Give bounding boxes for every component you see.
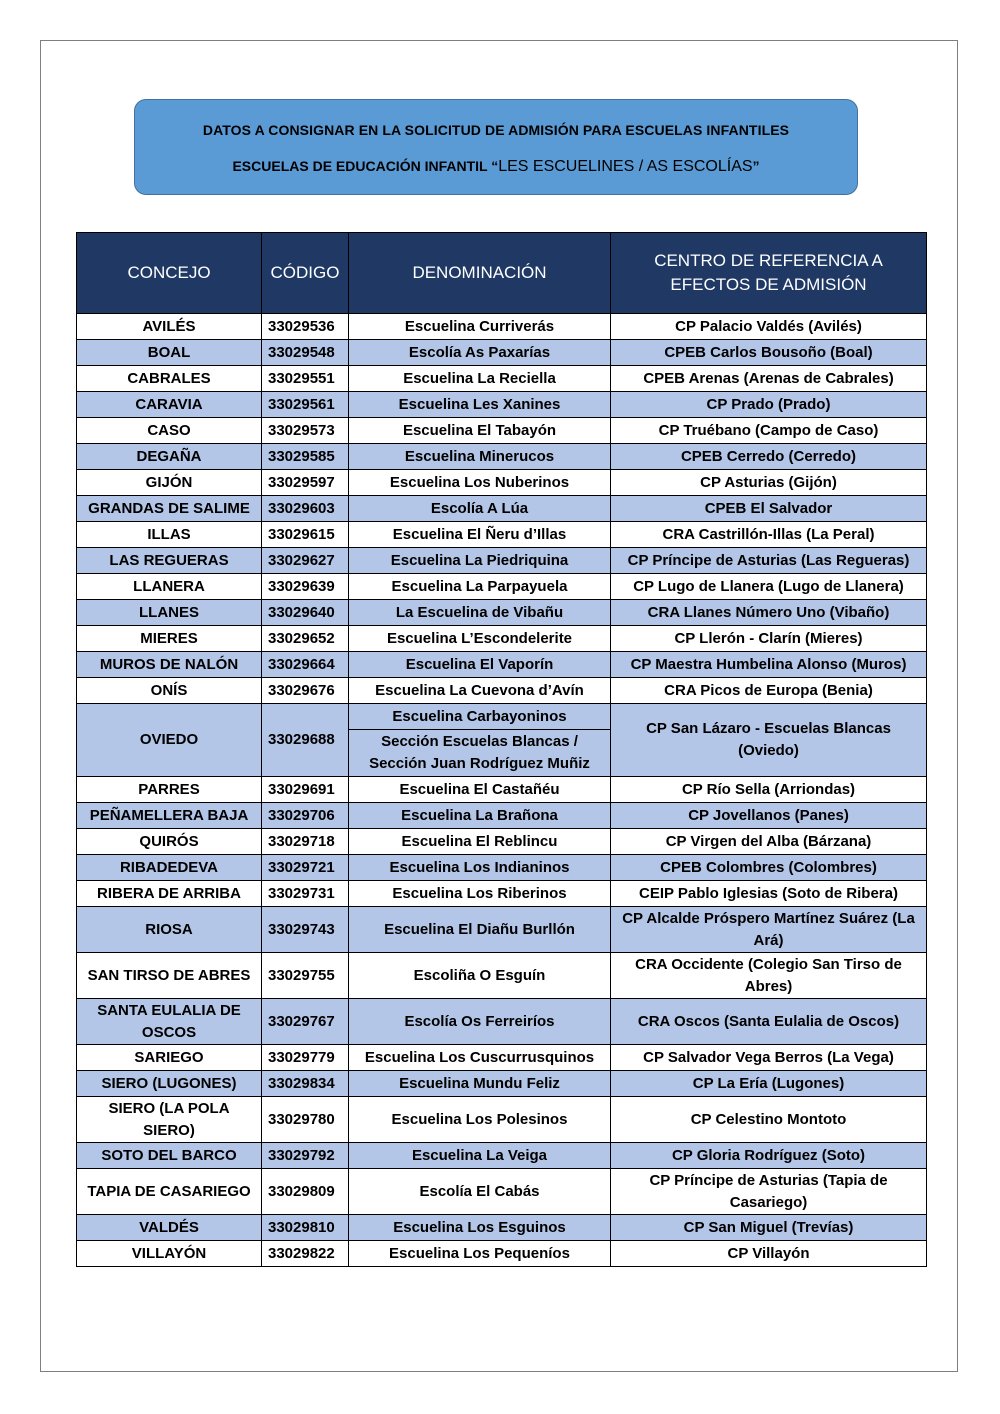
cell-denominacion: Escuelina El Castañéu (349, 777, 611, 803)
cell-denominacion: Escuelina El Reblincu (349, 829, 611, 855)
cell-codigo: 33029627 (262, 548, 349, 574)
cell-concejo: SANTA EULALIA DE OSCOS (77, 999, 262, 1045)
table-row (77, 444, 927, 470)
cell-codigo: 33029561 (262, 392, 349, 418)
cell-denominacion: Escuelina La Cuevona d’Avín (349, 678, 611, 704)
cell-concejo: MIERES (77, 626, 262, 652)
cell-denominacion: Escuelina El Vaporín (349, 652, 611, 678)
table-body (77, 314, 927, 1267)
cell-centro: CP Palacio Valdés (Avilés) (611, 314, 927, 340)
cell-denominacion: Sección Escuelas Blancas / Sección Juan Rodríguez Muñiz (349, 730, 611, 777)
cell-denominacion: Escuelina Mundu Feliz (349, 1071, 611, 1097)
cell-centro: CP Asturias (Gijón) (611, 470, 927, 496)
table-row (77, 496, 927, 522)
cell-codigo: 33029731 (262, 881, 349, 907)
cell-concejo: SIERO (LA POLA SIERO) (77, 1097, 262, 1143)
cell-codigo: 33029548 (262, 340, 349, 366)
cell-codigo: 33029743 (262, 907, 349, 953)
cell-denominacion: Escuelina Minerucos (349, 444, 611, 470)
cell-concejo: SOTO DEL BARCO (77, 1143, 262, 1169)
cell-concejo: DEGAÑA (77, 444, 262, 470)
cell-centro: CP Truébano (Campo de Caso) (611, 418, 927, 444)
banner-schools-name: LES ESCUELINES / AS ESCOLÍAS (498, 158, 753, 175)
table-row (77, 522, 927, 548)
cell-codigo: 33029834 (262, 1071, 349, 1097)
table-row (77, 392, 927, 418)
cell-denominacion: Escuelina Los Cuscurrusquinos (349, 1045, 611, 1071)
header-centro: CENTRO DE REFERENCIA A EFECTOS DE ADMISIÓN (611, 233, 927, 314)
cell-codigo: 33029792 (262, 1143, 349, 1169)
cell-concejo: QUIRÓS (77, 829, 262, 855)
cell-codigo: 33029639 (262, 574, 349, 600)
cell-centro: CPEB Carlos Bousoño (Boal) (611, 340, 927, 366)
table-row (77, 600, 927, 626)
cell-codigo: 33029597 (262, 470, 349, 496)
table-row (77, 1045, 927, 1071)
table-row (77, 855, 927, 881)
cell-concejo: PEÑAMELLERA BAJA (77, 803, 262, 829)
cell-concejo: LLANES (77, 600, 262, 626)
table-row (77, 626, 927, 652)
cell-denominacion: Escuelina La Reciella (349, 366, 611, 392)
cell-denominacion: Escolía A Lúa (349, 496, 611, 522)
cell-concejo: SARIEGO (77, 1045, 262, 1071)
cell-codigo: 33029718 (262, 829, 349, 855)
title-banner (134, 99, 858, 195)
cell-concejo: VILLAYÓN (77, 1241, 262, 1267)
cell-concejo: AVILÉS (77, 314, 262, 340)
cell-concejo: BOAL (77, 340, 262, 366)
cell-centro: CPEB Arenas (Arenas de Cabrales) (611, 366, 927, 392)
cell-denominacion: Escuelina La Veiga (349, 1143, 611, 1169)
table-row (77, 314, 927, 340)
cell-centro: CRA Castrillón-Illas (La Peral) (611, 522, 927, 548)
cell-centro: CP Lugo de Llanera (Lugo de Llanera) (611, 574, 927, 600)
table-row (77, 829, 927, 855)
cell-centro: CP Príncipe de Asturias (Las Regueras) (611, 548, 927, 574)
cell-codigo: 33029688 (262, 704, 349, 777)
cell-concejo: LAS REGUERAS (77, 548, 262, 574)
cell-codigo: 33029706 (262, 803, 349, 829)
cell-codigo: 33029809 (262, 1169, 349, 1215)
cell-concejo: LLANERA (77, 574, 262, 600)
table-row (77, 881, 927, 907)
cell-centro: CP Celestino Montoto (611, 1097, 927, 1143)
banner-subtitle: ESCUELAS DE EDUCACIÓN INFANTIL “LES ESCUELINES / AS ESCOLÍAS” (232, 158, 760, 175)
cell-codigo: 33029652 (262, 626, 349, 652)
cell-codigo: 33029810 (262, 1215, 349, 1241)
cell-denominacion: La Escuelina de Vibañu (349, 600, 611, 626)
cell-codigo: 33029721 (262, 855, 349, 881)
cell-denominacion: Escuelina Los Nuberinos (349, 470, 611, 496)
table-row (77, 548, 927, 574)
cell-concejo: OVIEDO (77, 704, 262, 777)
cell-denominacion: Escuelina Los Pequeníos (349, 1241, 611, 1267)
cell-concejo: SIERO (LUGONES) (77, 1071, 262, 1097)
header-concejo: CONCEJO (77, 233, 262, 314)
cell-denominacion: Escoliña O Esguín (349, 953, 611, 999)
cell-centro: CPEB Colombres (Colombres) (611, 855, 927, 881)
cell-concejo: CABRALES (77, 366, 262, 392)
cell-concejo: RIBERA DE ARRIBA (77, 881, 262, 907)
cell-concejo: RIOSA (77, 907, 262, 953)
cell-codigo: 33029691 (262, 777, 349, 803)
cell-denominacion: Escuelina Les Xanines (349, 392, 611, 418)
table-row (77, 1143, 927, 1169)
cell-concejo: TAPIA DE CASARIEGO (77, 1169, 262, 1215)
table-row (77, 907, 927, 953)
cell-concejo: PARRES (77, 777, 262, 803)
cell-concejo: SAN TIRSO DE ABRES (77, 953, 262, 999)
table-row (77, 678, 927, 704)
cell-denominacion: Escuelina Los Polesinos (349, 1097, 611, 1143)
cell-concejo: CARAVIA (77, 392, 262, 418)
table-row (77, 999, 927, 1045)
header-codigo: CÓDIGO (262, 233, 349, 314)
cell-centro: CP San Lázaro - Escuelas Blancas (Oviedo) (611, 704, 927, 777)
schools-table (76, 232, 927, 1267)
banner-title: DATOS A CONSIGNAR EN LA SOLICITUD DE ADMISIÓN PARA ESCUELAS INFANTILES (202, 122, 790, 138)
cell-centro: CRA Llanes Número Uno (Vibaño) (611, 600, 927, 626)
table-row (77, 1169, 927, 1215)
cell-denominacion: Escuelina La Piedriquina (349, 548, 611, 574)
cell-centro: CRA Oscos (Santa Eulalia de Oscos) (611, 999, 927, 1045)
cell-centro: CRA Occidente (Colegio San Tirso de Abres) (611, 953, 927, 999)
cell-centro: CP Jovellanos (Panes) (611, 803, 927, 829)
table-row (77, 418, 927, 444)
cell-centro: CP Virgen del Alba (Bárzana) (611, 829, 927, 855)
table-row (77, 953, 927, 999)
cell-codigo: 33029779 (262, 1045, 349, 1071)
cell-centro: CP Maestra Humbelina Alonso (Muros) (611, 652, 927, 678)
cell-codigo: 33029603 (262, 496, 349, 522)
header-denominacion: DENOMINACIÓN (349, 233, 611, 314)
cell-centro: CP Alcalde Próspero Martínez Suárez (La Ará) (611, 907, 927, 953)
cell-centro: CP San Miguel (Trevías) (611, 1215, 927, 1241)
cell-centro: CEIP Pablo Iglesias (Soto de Ribera) (611, 881, 927, 907)
cell-denominacion: Escuelina Carbayoninos (349, 704, 611, 730)
cell-concejo: ONÍS (77, 678, 262, 704)
cell-codigo: 33029676 (262, 678, 349, 704)
cell-denominacion: Escuelina La Brañona (349, 803, 611, 829)
table-row-oviedo (77, 704, 927, 730)
cell-centro: CPEB El Salvador (611, 496, 927, 522)
table-row (77, 1241, 927, 1267)
cell-centro: CP Gloria Rodríguez (Soto) (611, 1143, 927, 1169)
cell-denominacion: Escuelina El Ñeru d’Illas (349, 522, 611, 548)
cell-codigo: 33029755 (262, 953, 349, 999)
table-row (77, 1097, 927, 1143)
table-row (77, 652, 927, 678)
table-row (77, 574, 927, 600)
table-row (77, 470, 927, 496)
cell-codigo: 33029615 (262, 522, 349, 548)
cell-codigo: 33029573 (262, 418, 349, 444)
cell-denominacion: Escolía As Paxarías (349, 340, 611, 366)
cell-denominacion: Escolía Os Ferreiríos (349, 999, 611, 1045)
cell-denominacion: Escuelina El Tabayón (349, 418, 611, 444)
cell-codigo: 33029822 (262, 1241, 349, 1267)
cell-centro: CP Prado (Prado) (611, 392, 927, 418)
cell-codigo: 33029664 (262, 652, 349, 678)
cell-concejo: RIBADEDEVA (77, 855, 262, 881)
table-header (77, 233, 927, 314)
cell-denominacion: Escuelina La Parpayuela (349, 574, 611, 600)
table-row (77, 803, 927, 829)
cell-codigo: 33029767 (262, 999, 349, 1045)
cell-concejo: VALDÉS (77, 1215, 262, 1241)
cell-denominacion: Escolía El Cabás (349, 1169, 611, 1215)
cell-denominacion: Escuelina El Diañu Burllón (349, 907, 611, 953)
cell-codigo: 33029585 (262, 444, 349, 470)
cell-concejo: GIJÓN (77, 470, 262, 496)
cell-denominacion: Escuelina Los Riberinos (349, 881, 611, 907)
table-row (77, 1071, 927, 1097)
cell-centro: CP Príncipe de Asturias (Tapia de Casariego) (611, 1169, 927, 1215)
cell-concejo: MUROS DE NALÓN (77, 652, 262, 678)
cell-centro: CP Salvador Vega Berros (La Vega) (611, 1045, 927, 1071)
cell-denominacion: Escuelina L’Escondelerite (349, 626, 611, 652)
cell-centro: CP Villayón (611, 1241, 927, 1267)
cell-denominacion: Escuelina Curriverás (349, 314, 611, 340)
cell-centro: CP Río Sella (Arriondas) (611, 777, 927, 803)
cell-centro: CRA Picos de Europa (Benia) (611, 678, 927, 704)
cell-concejo: CASO (77, 418, 262, 444)
cell-codigo: 33029551 (262, 366, 349, 392)
cell-centro: CP La Ería (Lugones) (611, 1071, 927, 1097)
table-row (77, 1215, 927, 1241)
cell-centro: CPEB Cerredo (Cerredo) (611, 444, 927, 470)
cell-codigo: 33029780 (262, 1097, 349, 1143)
cell-denominacion: Escuelina Los Esguinos (349, 1215, 611, 1241)
cell-codigo: 33029536 (262, 314, 349, 340)
cell-denominacion: Escuelina Los Indianinos (349, 855, 611, 881)
table-row (77, 366, 927, 392)
table-row (77, 777, 927, 803)
cell-centro: CP Llerón - Clarín (Mieres) (611, 626, 927, 652)
cell-codigo: 33029640 (262, 600, 349, 626)
table-row (77, 340, 927, 366)
cell-concejo: GRANDAS DE SALIME (77, 496, 262, 522)
cell-concejo: ILLAS (77, 522, 262, 548)
